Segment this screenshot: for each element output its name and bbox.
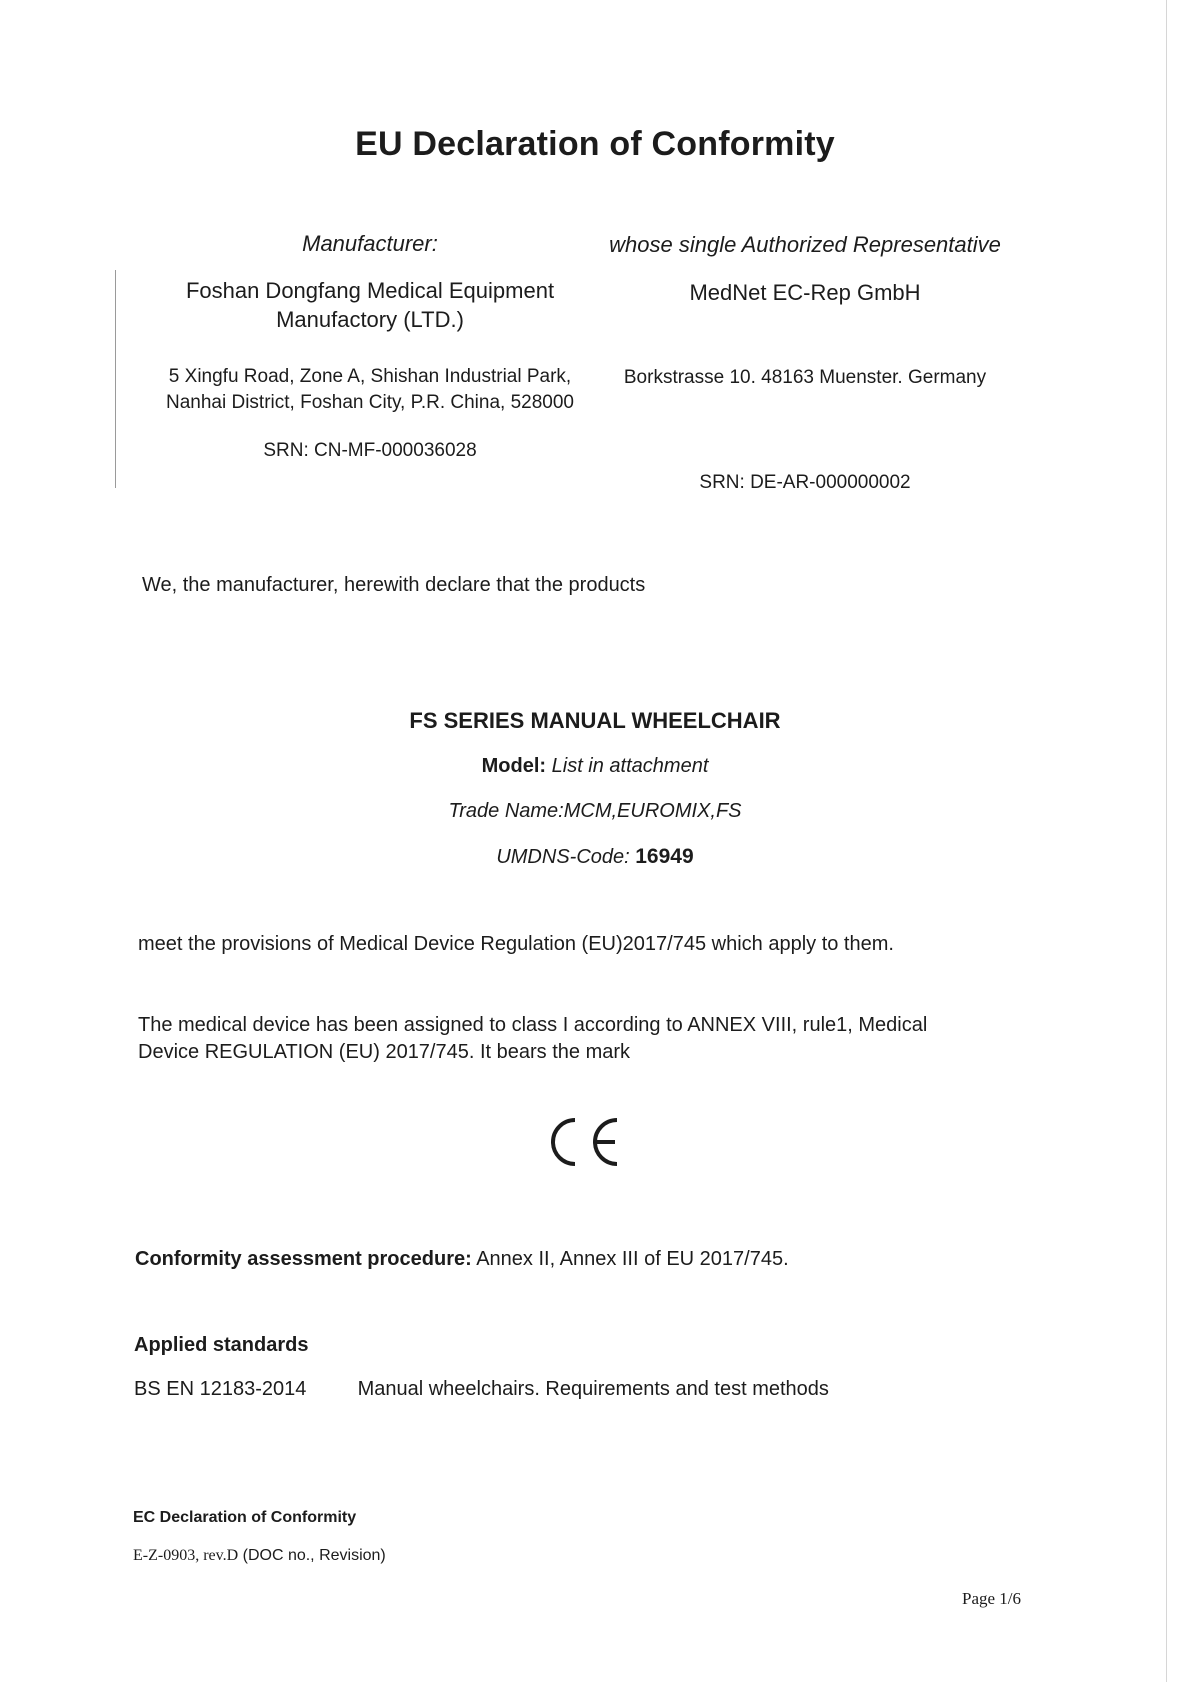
classification-text [138, 1012, 927, 1066]
umdns-value: 16949 [635, 845, 694, 868]
product-model [0, 755, 1190, 778]
umdns-label: UMDNS-Code: [496, 846, 630, 868]
scan-edge-line [1166, 0, 1167, 1682]
manufacturer-label: Manufacturer: [302, 231, 438, 256]
manufacturer-address-line1: 5 Xingfu Road, Zone A, Shishan Industrial Park, [168, 366, 572, 387]
page-title: EU Declaration of Conformity [355, 125, 835, 163]
manufacturer-name-line1: Foshan Dongfang Medical Equipment [185, 278, 555, 303]
classification-line1: The medical device has been assigned to class I according to ANNEX VIII, rule1, Medical [138, 1014, 928, 1036]
product-name: FS SERIES MANUAL WHEELCHAIR [409, 708, 781, 733]
declaration-intro: We, the manufacturer, herewith declare that the products [142, 574, 646, 596]
footer-doc-title: EC Declaration of Conformity [133, 1509, 357, 1526]
conformity-procedure [135, 1248, 789, 1271]
page-number: Page 1/6 [962, 1589, 1022, 1608]
standards-heading: Applied standards [134, 1334, 309, 1356]
manufacturer-name [120, 276, 620, 334]
representative-label: whose single Authorized Representative [609, 232, 1001, 257]
representative-srn: SRN: DE-AR-000000002 [699, 472, 911, 493]
conformity-label: Conformity assessment procedure: [135, 1248, 472, 1270]
doc-number-note: (DOC no., Revision) [242, 1547, 386, 1564]
model-label: Model: [481, 755, 547, 777]
umdns-code [0, 845, 1190, 869]
manufacturer-address [120, 364, 620, 416]
standard-code: BS EN 12183-2014 [134, 1378, 307, 1400]
manufacturer-name-line2: Manufactory (LTD.) [276, 307, 464, 332]
manufacturer-address-line2: Nanhai District, Foshan City, P.R. China, 528000 [166, 392, 574, 413]
model-value: List in attachment [551, 755, 709, 777]
conformity-value: Annex II, Annex III of EU 2017/745. [476, 1248, 789, 1270]
margin-line [115, 270, 116, 488]
classification-line2: Device REGULATION (EU) 2017/745. It bears the mark [138, 1041, 631, 1063]
footer-doc-number [133, 1547, 386, 1565]
provisions-text: meet the provisions of Medical Device Regulation (EU)2017/745 which apply to them. [138, 933, 894, 955]
ce-mark-icon [545, 1112, 625, 1172]
doc-number: E-Z-0903, rev.D [133, 1547, 239, 1564]
representative-address: Borkstrasse 10. 48163 Muenster. Germany [623, 367, 987, 388]
standards-row [134, 1378, 1034, 1401]
trade-name: Trade Name:MCM,EUROMIX,FS [448, 800, 742, 822]
representative-name: MedNet EC-Rep GmbH [689, 280, 921, 305]
standard-description: Manual wheelchairs. Requirements and test methods [357, 1378, 829, 1400]
manufacturer-srn: SRN: CN-MF-000036028 [263, 440, 477, 461]
